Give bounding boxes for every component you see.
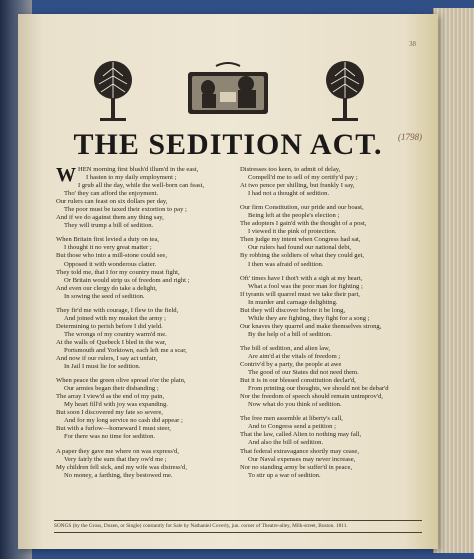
document-title: THE SEDITION ACT. bbox=[73, 128, 383, 161]
verse-line: That federal extravagance shortly may cease, bbox=[240, 447, 359, 455]
verse-line: They told me, that I for my country must fight, bbox=[56, 268, 180, 276]
verse-line: The bill of sedition, and alien law, bbox=[240, 344, 331, 352]
verse-line: That the law, called Alien to nothing may fall, bbox=[240, 431, 362, 439]
verse-line: Nor the freedom of speech should remain unimprov'd, bbox=[240, 393, 383, 401]
verse-line: And if we do against them any thing say, bbox=[56, 214, 164, 222]
broadside-page bbox=[18, 14, 438, 549]
verse-line: They fir'd me with courage, I flew to the field, bbox=[56, 306, 179, 314]
verse-line: My heart fill'd with joy was expanding. bbox=[64, 401, 168, 409]
verse-line: And also the bill of sedition. bbox=[248, 439, 324, 447]
verse-line: Then judge my intent when Congress had sat, bbox=[240, 236, 361, 244]
stanza bbox=[240, 166, 418, 198]
verse-line: HEN morning first blush'd illum'd in the east, bbox=[78, 166, 199, 173]
stanza bbox=[56, 166, 232, 230]
verse-line: No money, a farthing, they bestowed me. bbox=[64, 471, 173, 479]
stanza bbox=[56, 236, 232, 300]
verse-line: What a fool was the poor man for fighting ; bbox=[248, 282, 363, 290]
verse-line: For there was no time for sedition. bbox=[64, 433, 156, 441]
verse-line: Our firm Constitution, our pride and our boast, bbox=[240, 204, 364, 212]
stanza bbox=[56, 377, 232, 441]
verse-line: And to Congress send a petition ; bbox=[248, 423, 336, 431]
verse-line: But soon I discovered my fate so severe, bbox=[56, 409, 163, 417]
verse-line: The adopters I gain'd with the thought of a post, bbox=[240, 220, 367, 228]
verse-line: In Jail I must lie for sedition. bbox=[64, 363, 141, 371]
stanza bbox=[240, 275, 418, 339]
verse-line: Contriv'd by a party, the people at awe bbox=[240, 361, 342, 369]
verse-line: Distresses too keen, to admit of delay, bbox=[240, 166, 341, 173]
verse-line: Our Naval expenses may never increase, bbox=[248, 455, 356, 463]
verse-line: When peace the green olive spread o'er the plain, bbox=[56, 377, 186, 385]
stanza bbox=[240, 345, 418, 409]
verse-line: Our rulers can feast on six dollars per day, bbox=[56, 198, 168, 206]
verse-line: In sowing the seed of sedition. bbox=[64, 292, 145, 300]
verse-line: The free men assemble at liberty's call, bbox=[240, 415, 343, 423]
verse-line: But those who into a mill-stone could see, bbox=[56, 252, 167, 260]
tree-icon bbox=[86, 54, 140, 128]
verse-line: The array I view'd as the end of my pain, bbox=[56, 393, 165, 401]
verse-line: Opposed it with wonderous clatter. bbox=[64, 260, 157, 268]
page-number: 38 bbox=[409, 40, 416, 48]
verse-line: But with a furlow—homeward I must steer, bbox=[56, 425, 171, 433]
verse-line: I grub all the day, while the well-born can feast, bbox=[78, 182, 205, 190]
verse-line: And even our clergy do take a delight, bbox=[56, 284, 157, 292]
verse-line: If tyrants will quarrel must we take their part, bbox=[240, 290, 360, 298]
imprint-rule-bottom bbox=[54, 532, 422, 533]
handwritten-date-note: (1798) bbox=[398, 132, 422, 142]
verse-line: I viewed it the pink of protection. bbox=[248, 228, 337, 236]
verse-line: I then was afraid of sedition. bbox=[248, 260, 324, 268]
verse-line: My children fell sick, and my wife was distress'd, bbox=[56, 463, 187, 471]
verse-line: At the walls of Quebeck I bled in the war, bbox=[56, 338, 167, 346]
book-page-edges bbox=[433, 8, 474, 553]
verse-line: Now what do you think of sedition. bbox=[248, 401, 342, 409]
verse-line: I had not a thought of sedition. bbox=[248, 190, 330, 198]
verse-line: Very fairly the sum that they ow'd me ; bbox=[64, 455, 167, 463]
verse-line: And joined with my musket the army ; bbox=[64, 314, 167, 322]
verse-line: Compell'd me to sell of my certify'd pay ; bbox=[248, 174, 358, 182]
stanza bbox=[240, 415, 418, 479]
tree-icon bbox=[318, 54, 372, 128]
verse-line: The good of our States did not need them. bbox=[248, 369, 359, 377]
verse-line: By the help of a bill of sedition. bbox=[248, 330, 332, 338]
verse-line: A paper they gave me where on was express'd, bbox=[56, 447, 179, 455]
verse-line: And for my long service no cash did appear ; bbox=[64, 417, 183, 425]
verse-line: Tho' they can afford the enjoyment. bbox=[64, 190, 159, 198]
verse-line: Oft' times have I thot't with a sigh at my heart, bbox=[240, 274, 363, 282]
verse-line: Being left at the people's election ; bbox=[248, 212, 340, 220]
imprint-line: SONGS (by the Gross, Dozen, or Single) constantly for Sale by Nathaniel Coverly, jun. corner of Theatre-alley, Milk-street, Boston. 1811. bbox=[54, 523, 348, 529]
stanza bbox=[56, 448, 232, 480]
verse-line: But they will discover before it be long, bbox=[240, 306, 346, 314]
verse-line: They will trump a bill of sedition. bbox=[64, 222, 154, 230]
verse-line: Are aim'd at the vitals of freedom ; bbox=[248, 352, 341, 360]
verse-line: Nor no standing army be suffer'd in peace, bbox=[240, 463, 353, 471]
verse-line: When Britain first levied a duty on tea, bbox=[56, 236, 159, 244]
figures-vignette-icon bbox=[186, 62, 270, 118]
verse-line: But it is in our blessed constitution declar'd, bbox=[240, 377, 356, 385]
right-verse-column bbox=[240, 166, 418, 486]
verse-line: I thought it no very great matter ; bbox=[64, 244, 152, 252]
left-verse-column bbox=[56, 166, 232, 486]
verse-line: Our armies began their disbanding ; bbox=[64, 385, 159, 393]
verse-line: Determining to perish before I did yield. bbox=[56, 322, 163, 330]
verse-line: At two pence per shilling, but frankly I say, bbox=[240, 182, 355, 190]
stanza bbox=[240, 204, 418, 268]
verse-line: By robbing the soldiers of what they could get, bbox=[240, 252, 364, 260]
drop-cap: W bbox=[56, 164, 76, 186]
stanza bbox=[56, 307, 232, 371]
verse-line: While they are fighting, they fight for a song ; bbox=[248, 314, 370, 322]
verse-line: In murder and carnage delighting. bbox=[248, 298, 338, 306]
verse-line: From printing our thoughts, we should not be debar'd bbox=[248, 385, 389, 393]
verse-line: Portsmouth and Yorktown, each left me a scar, bbox=[64, 346, 187, 354]
imprint-rule-top bbox=[54, 520, 422, 521]
verse-line: Our knaves they quarrel and make themselves strong, bbox=[240, 322, 382, 330]
verse-columns bbox=[56, 166, 418, 486]
verse-line: And now if our rulers, I say act unfair, bbox=[56, 355, 158, 363]
verse-line: To stir up a war of sedition. bbox=[248, 471, 321, 479]
verse-line: Our rulers had found our national debt, bbox=[248, 244, 352, 252]
verse-line: The poor must be taxed their extortion to pay ; bbox=[64, 206, 187, 214]
verse-line: The wrongs of my country warm'd me. bbox=[64, 330, 167, 338]
verse-line: Or Britain would strip us of freedom and right ; bbox=[64, 276, 190, 284]
verse-line: I hasten to my daily employment ; bbox=[86, 174, 177, 182]
